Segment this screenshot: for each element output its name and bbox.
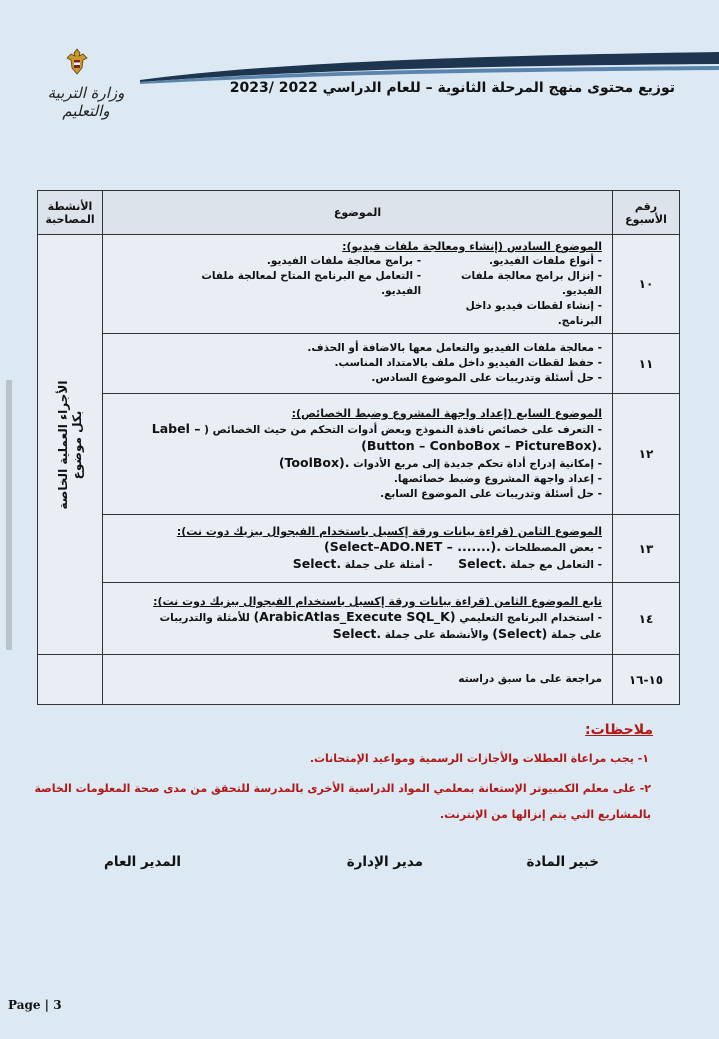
activities-text bbox=[56, 380, 84, 509]
notes-title: ملاحظات: bbox=[585, 722, 653, 738]
eagle-emblem-icon bbox=[66, 48, 88, 78]
topic-cell bbox=[103, 515, 613, 583]
topic-line: - أنواع ملفات الفيديو. bbox=[488, 255, 602, 267]
topic-line bbox=[113, 438, 602, 455]
note-item: ٢- على معلم الكمبيوتر الإستعانة بمعلمي المواد الدراسية الأخرى بالمدرسة للتحقق من مدى صحة المعلومات الخاصة بالمشاريع التي يتم إنزالها من الإنترنت. bbox=[34, 782, 651, 821]
activities-line: الأجراء العملية الخاصة bbox=[56, 380, 70, 509]
topic-code: Select. bbox=[332, 626, 382, 641]
document-title: توزيع محتوى منهج المرحلة الثانوية – للعام الدراسي 2022 /2023 bbox=[229, 80, 675, 96]
topic-text: والأنشطة على جملة bbox=[384, 629, 489, 641]
topic-line: - إنشاء لقطات فيديو داخل البرنامج. bbox=[465, 300, 602, 327]
topic-text: على جملة bbox=[551, 629, 602, 641]
table-row bbox=[38, 583, 680, 655]
topic-code: (Select–ADO.NET – .......). bbox=[324, 539, 501, 554]
topic-line: - برامج معالجة ملفات الفيديو. bbox=[266, 255, 422, 267]
week-number: ١٣ bbox=[613, 515, 680, 583]
topic-cell bbox=[103, 583, 613, 655]
topic-cell bbox=[103, 235, 613, 334]
topic-code: Select. bbox=[292, 556, 342, 571]
topic-column-right bbox=[421, 254, 602, 329]
week-number: ١٥-١٦ bbox=[613, 655, 680, 705]
week-number: ١٤ bbox=[613, 583, 680, 655]
topic-line bbox=[113, 421, 602, 438]
topic-code: (Select) bbox=[492, 626, 548, 641]
topic-line: مراجعة على ما سبق دراسته bbox=[458, 673, 602, 685]
week-number: ١٢ bbox=[613, 394, 680, 515]
topic-line: - حل أسئلة وتدريبات على الموضوع السابع. bbox=[380, 488, 602, 500]
topic-cell bbox=[103, 655, 613, 705]
scan-edge bbox=[6, 380, 12, 650]
topic-line bbox=[113, 609, 602, 626]
topic-text: - استخدام البرنامج التعليمي bbox=[459, 612, 602, 624]
topic-line: - إنزال برامج معالجة ملفات الفيديو. bbox=[461, 270, 602, 297]
topic-code: Select. bbox=[458, 556, 507, 571]
activities-cell bbox=[38, 235, 103, 655]
table-row bbox=[38, 334, 680, 394]
header-topic: الموضوع bbox=[103, 191, 613, 235]
header-week: رقم الأسبوع bbox=[613, 191, 680, 235]
week-number: ١١ bbox=[613, 334, 680, 394]
topic-code: (ToolBox). bbox=[278, 455, 350, 470]
topic-line: - معالجة ملفات الفيديو والتعامل معها بالاضافة أو الحذف. bbox=[307, 342, 602, 354]
topic-text: للأمثلة والتدريبات bbox=[159, 612, 250, 624]
topic-cell bbox=[103, 334, 613, 394]
ministry-logo bbox=[36, 48, 136, 120]
topic-title: الموضوع السادس (إنشاء ومعالجة ملفات فيديو): bbox=[342, 240, 602, 253]
topic-text: - إمكانية إدراج أداة تحكم جديدة إلى مربع الأدوات bbox=[353, 458, 602, 470]
topic-line bbox=[113, 455, 602, 472]
topic-title: تابع الموضوع الثامن (قراءة بيانات ورقة إكسيل باستخدام الفيجوال بيزيك دوت نت): bbox=[153, 595, 602, 608]
page-number: Page | 3 bbox=[8, 998, 62, 1012]
topic-text: - بعض المصطلحات bbox=[504, 542, 602, 554]
topic-title: الموضوع الثامن (قراءة بيانات ورقة إكسيل باستخدام الفيجوال بيزيك دوت نت): bbox=[176, 525, 602, 538]
activities-empty-cell bbox=[38, 655, 103, 705]
topic-cell bbox=[103, 394, 613, 515]
topic-code: Label – bbox=[151, 421, 201, 436]
signature-admin-director: مدير الإدارة bbox=[346, 854, 423, 870]
topic-line bbox=[113, 556, 602, 573]
topic-column-left bbox=[163, 254, 421, 329]
topic-code: (Button – ConboBox – PictureBox). bbox=[361, 438, 602, 453]
signature-general-director: المدير العام bbox=[104, 854, 181, 870]
curriculum-table bbox=[37, 190, 680, 705]
topic-text: - التعامل مع جملة bbox=[510, 559, 602, 571]
topic-line bbox=[113, 539, 602, 556]
topic-line: - إعداد واجهة المشروع وضبط خصائصها. bbox=[393, 473, 602, 485]
topic-line: - حل أسئلة وتدريبات على الموضوع السادس. bbox=[371, 372, 602, 384]
table-row bbox=[38, 655, 680, 705]
topic-text: - أمثلة على جملة bbox=[344, 559, 433, 571]
topic-title: الموضوع السابع (إعداد واجهة المشروع وضبط الخصائص): bbox=[291, 407, 602, 420]
topic-text: - التعرف على خصائص نافذة النموذج وبعض أدوات التحكم من حيث الخصائص ( bbox=[204, 424, 602, 436]
header-activities: الأنشطة المصاحبة bbox=[38, 191, 103, 235]
table-row bbox=[38, 515, 680, 583]
note-item: ١- يجب مراعاة العطلات والأجازات الرسمية ومواعيد الإمتحانات. bbox=[309, 752, 649, 765]
table-row bbox=[38, 235, 680, 334]
ministry-name: وزارة التربية والتعليم bbox=[47, 84, 125, 120]
topic-columns bbox=[113, 254, 602, 329]
topic-line: - التعامل مع البرنامج المتاح لمعالجة ملفات الفيديو. bbox=[201, 270, 422, 297]
table-header-row bbox=[38, 191, 680, 235]
table-row bbox=[38, 394, 680, 515]
activities-line: بكل موضوع bbox=[70, 410, 84, 479]
header-band bbox=[140, 44, 719, 84]
week-number: ١٠ bbox=[613, 235, 680, 334]
topic-line bbox=[113, 626, 602, 643]
topic-code: (ArabicAtlas_Execute SQL_K) bbox=[253, 609, 456, 624]
signature-subject-expert: خبير المادة bbox=[526, 854, 599, 870]
topic-line: - حفظ لقطات الفيديو داخل ملف بالامتداد المناسب. bbox=[334, 357, 602, 369]
